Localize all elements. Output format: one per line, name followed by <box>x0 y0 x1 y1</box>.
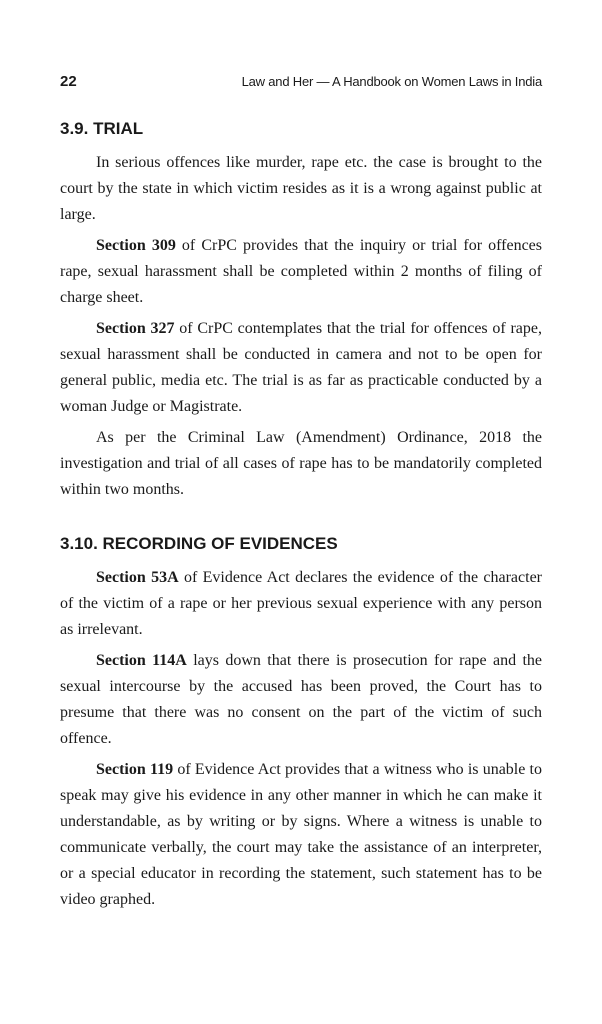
paragraph-text: As per the Criminal Law (Amendment) Ordinance, 2018 the investigation and trial of all cases of rape has to be mandatorily completed within two months. <box>60 429 542 498</box>
paragraph <box>60 150 542 228</box>
paragraph-text: of Evidence Act declares the evidence of the character of the victim of a rape or her previous sexual experience with any person as irrelevant. <box>60 569 543 638</box>
section-body-trial <box>60 150 542 508</box>
paragraph <box>60 233 542 311</box>
paragraph <box>60 425 542 503</box>
section-reference: Section 114A <box>96 652 187 669</box>
paragraph <box>60 648 542 752</box>
section-body-recording-of-evidences <box>60 565 542 918</box>
paragraph <box>60 565 542 643</box>
section-reference: Section 327 <box>96 320 175 337</box>
paragraph-text: lays down that there is prosecution for rape and the sexual intercourse by the accused has been proved, the Court has to presume that there was no consent on the part of the victim of such offence. <box>60 652 543 747</box>
paragraph-text: of CrPC contemplates that the trial for offences of rape, sexual harassment shall be conducted in camera and not to be open for general public, media etc. The trial is as far as practicable conducted by a woman Judge or Magistrate. <box>60 320 543 415</box>
paragraph-text: In serious offences like murder, rape etc. the case is brought to the court by the state in which victim resides as it is a wrong against public at large. <box>60 154 542 223</box>
page-number: 22 <box>60 73 77 90</box>
section-reference: Section 309 <box>96 237 176 254</box>
section-heading-recording-of-evidences: 3.10. RECORDING OF EVIDENCES <box>60 534 338 553</box>
section-heading-trial: 3.9. TRIAL <box>60 119 144 138</box>
book-title: Law and Her — A Handbook on Women Laws in India <box>241 74 542 89</box>
paragraph <box>60 316 542 420</box>
paragraph <box>60 757 542 913</box>
running-header <box>60 73 542 93</box>
section-reference: Section 119 <box>96 761 174 778</box>
section-reference: Section 53A <box>96 569 179 586</box>
paragraph-text: of CrPC provides that the inquiry or trial for offences rape, sexual harassment shall be completed within 2 months of filing of charge sheet. <box>60 237 543 306</box>
paragraph-text: of Evidence Act provides that a witness who is unable to speak may give his evidence in any other manner in which he can make it understandable, as by writing or by signs. Where a witness is unable to communicate verbally, the court may take the assistance of an interpreter, or a special educator in recording the statement, such statement has to be video graphed. <box>60 761 543 908</box>
